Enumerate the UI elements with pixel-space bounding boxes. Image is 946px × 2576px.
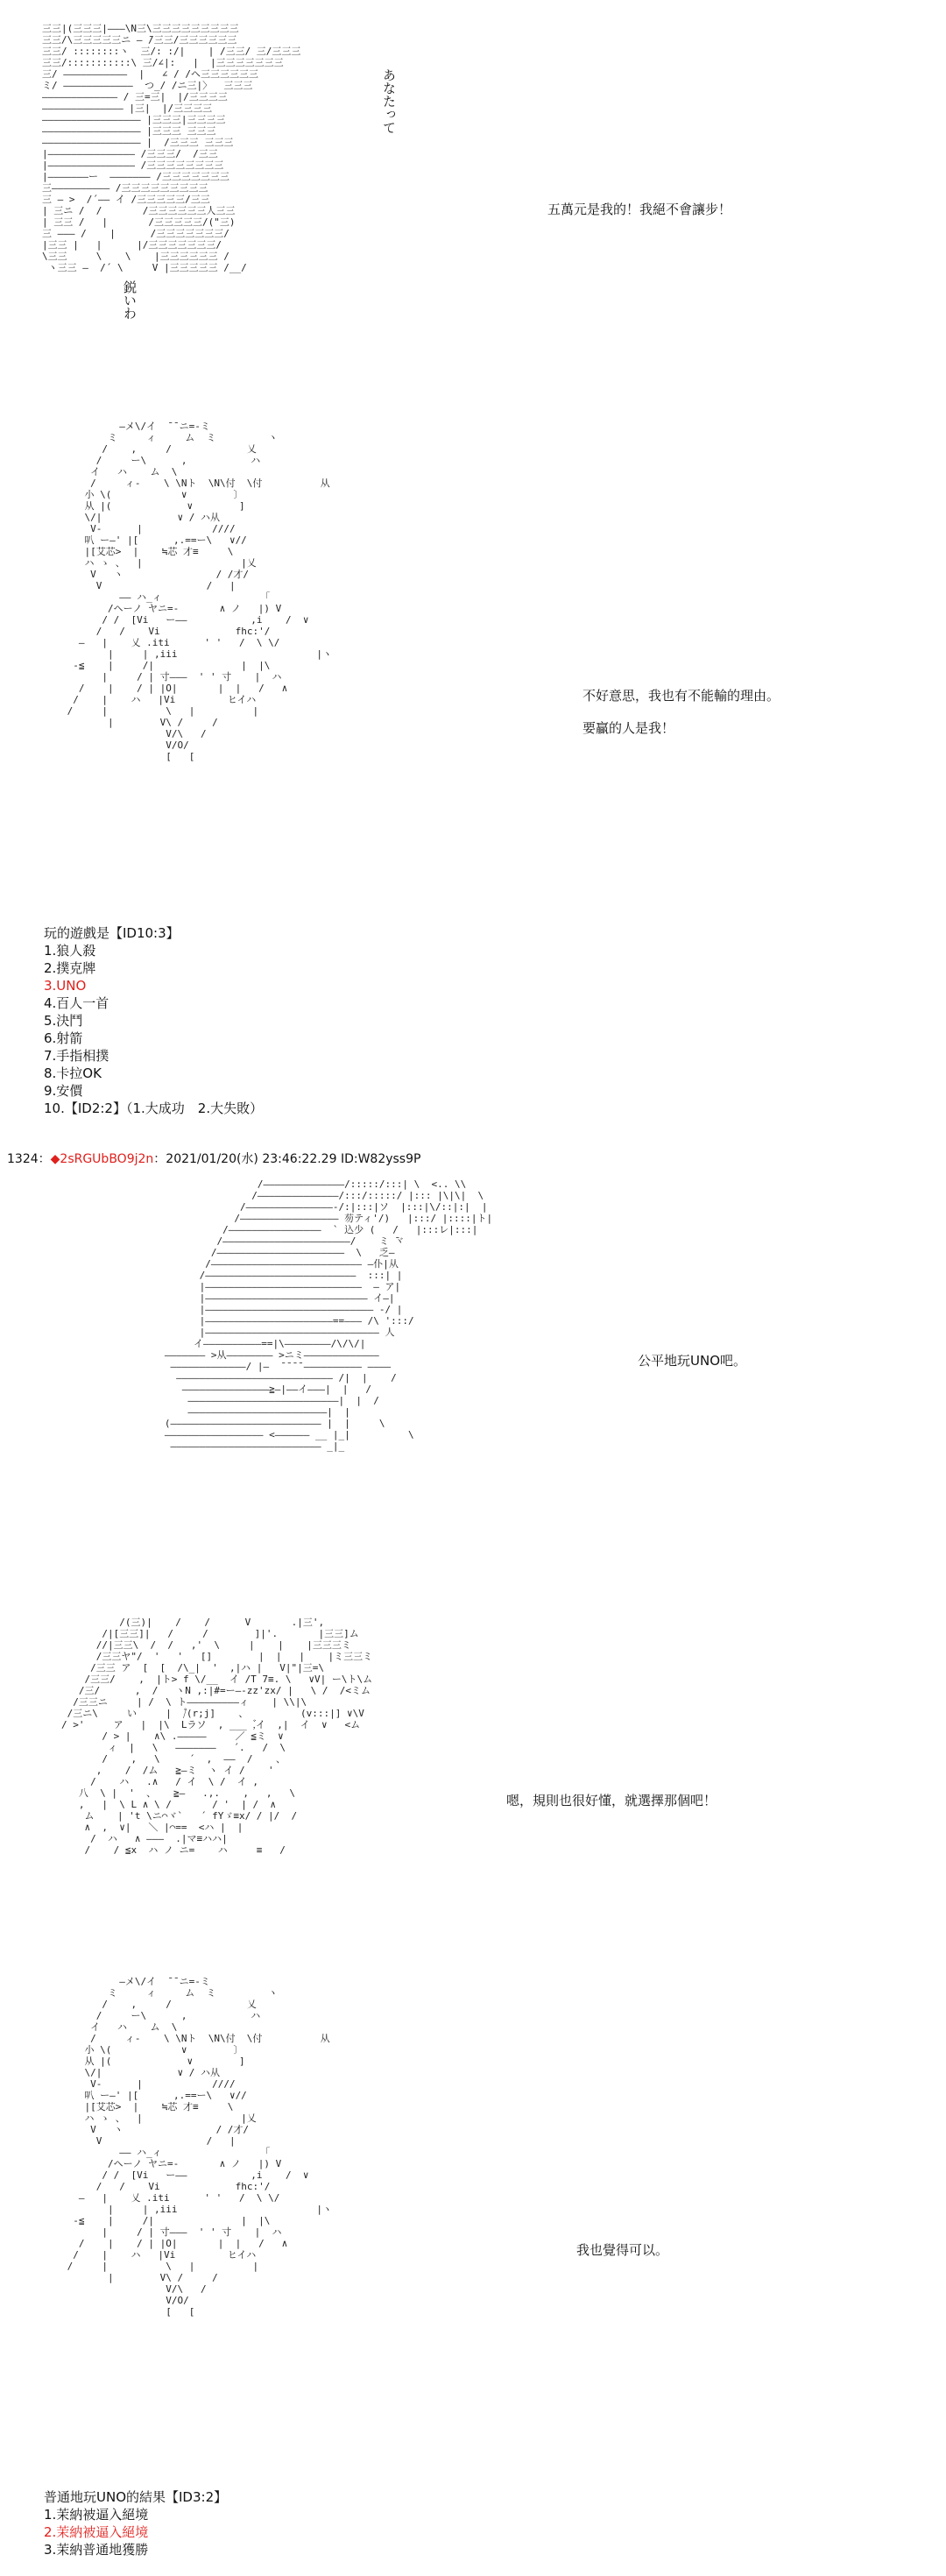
post-meta: ：2021/01/20(水) 23:46:22.29 ID:W82yss9P xyxy=(153,1152,421,1166)
result-list-item-selected: 2.茉納被逼入絕境 xyxy=(44,2524,149,2540)
result-list xyxy=(44,2488,227,2558)
game-list-item: 10.【ID2:2】（1.大成功 2.大失敗） xyxy=(44,1100,264,1116)
dialog-line-2: 不好意思，我也有不能輸的理由。 xyxy=(582,688,780,704)
game-list xyxy=(44,924,263,1117)
ascii-art-panel-4: /(三)| / / V .|三', /|[三三]| / / ]|'. |三三]ム //|三三\ / / ,' \ | | |三三三ミ /三三ヤ"/ ' ' [] | | | |ミ三三ミ /三三 ア [ [ /\_| ' ,|ハ | V|"|三=\ /三三/ , |ト> f \/__ イ /T 7≡. \ ∨V| ー\ト\ム /三/ , / ヽN ,:|#=ー―-zz'zx/ | \ / /<ミム /三三ニ | / \ ト―――――――――ィ | \\|\ /三ニ\ い | /゙(r;j] 、 (v:::|] ∨\V / >' ア | |\ Lラソ , ___ ,゙イ ,| イ ∨ <ム / > | ∧\ .――――― ／ ≦ミ ∨ ィ | \ ――――――― ´. / \ / , \ ´ , ―― / 、 , / /ム ≧―ミ ヽ イ / ' / ハ .∧ / イ \ / イ , 八 \ | ' 、 ≧― .,. , , \ , | \ L ∧ \ / / ' | / ∧ ム | 't \ニ⌒ヾ` ´ fYゞ≡x/ / |/ / ∧ , ∨| ＼ |⌒== <ハ | | / ハ ∧ ――― .|マ≡ハハ| / / ≦x ハ ノ ニ= ハ ≡ / xyxy=(61,1617,373,1856)
dialog-line-3: 要贏的人是我！ xyxy=(582,720,675,736)
result-list-title: 普通地玩UNO的結果【ID3:2】 xyxy=(44,2489,228,2505)
game-list-title: 玩的遊戲是【ID10:3】 xyxy=(44,925,180,941)
ascii-art-panel-5: ―メ\/イ ̄ ̄ ニ=-ミ ミ ィ ム ミ ヽ / , / 乂 / ー\ , ハ イ ハ ム \ / ィ- \ \Nト \N\付 \付 从 小 \( ∨ 〕 从 |( ∨ ] \/| ∨ / ハ从 V- | //// 叭 ー―' |[ ,.==ー\ ∨// |[艾芯> | ≒芯 才≡ \ ハ ゝ 、 | |乂 V ヽ / /才/ V / | ―― ハ_ィ 「 /ヘーノ ヤニ=- ∧ ノ |) V / / [Vi ー―― ,i / ∨ / / Vi fhc:'/ ― | 乂 .iti ' ' / \ \/ | | ,iii |ヽ -≦ | /| | |\ | / | 寸――― ' ' 寸 | ハ / | / | |O| | | / ∧ / | ハ |Vi ヒイハ / | \ | | | V\ / / V/\ / V/O/ [ [ xyxy=(67,1976,333,2318)
post-trip[interactable]: ◆2sRGUbBO9j2n xyxy=(50,1152,154,1166)
dialog-line-6: 我也覺得可以。 xyxy=(576,2242,669,2258)
side-small-text: 鋭いわ xyxy=(122,280,138,320)
game-list-item: 9.安價 xyxy=(44,1083,83,1099)
game-list-item: 6.射箭 xyxy=(44,1030,83,1046)
ascii-art-panel-2: ―メ\/イ ̄ ̄ ニ=-ミ ミ ィ ム ミ ヽ / , / 乂 / ー\ , ハ イ ハ ム \ / ィ- \ \Nト \N\付 \付 从 小 \( ∨ 〕 从 |( ∨ ] \/| ∨ / ハ从 V- | //// 叭 ー―' |[ ,.==ー\ ∨// |[艾芯> | ≒芯 才≡ \ ハ ゝ 、 | |乂 V ヽ / /才/ V / | ―― ハ_ィ 「 /ヘーノ ヤニ=- ∧ ノ |) V / / [Vi ー―― ,i / ∨ / / Vi fhc:'/ ― | 乂 .iti ' ' / \ \/ | | ,iii |ヽ -≦ | /| | |\ | / | 寸――― ' ' 寸 | ハ / | / | |O| | | / ∧ / | ハ |Vi ヒイハ / | \ | | | V\ / / V/\ / V/O/ [ [ xyxy=(67,421,333,762)
game-list-item: 2.撲克牌 xyxy=(44,960,96,976)
result-list-item: 3.茉納普通地獲勝 xyxy=(44,2542,149,2558)
game-list-item: 5.決鬥 xyxy=(44,1013,83,1029)
post-number: 1324： xyxy=(7,1152,51,1166)
game-list-item: 1.狼人殺 xyxy=(44,943,96,959)
result-list-item: 1.茉納被逼入絕境 xyxy=(44,2507,149,2523)
dialog-line-5: 嗯，規則也很好懂，就選擇那個吧！ xyxy=(506,1793,717,1808)
ascii-art-panel-1: 三三|(三三三|―――\N三\三三三三三三三三三 三三/\三三三三三ニ ― ̄/三三/三三三三三三 三三/ ::::::::ヽ 三/: :/| | /三三/ 三/三三三 三三/:::::::::::\ 三/∠|: | |三三三三三三三 三/ ――――――――――― | ∠ / /ヘ三三三三三三 ミ/ ―――――――――――― つ_/ /ニ三|〉 三三三 ――――――――――――― / 三=三| |/三三三三 ―――――――――――――― |三| |/三三三三 ――――――――――――――――― |三三三|三三三三 ――――――――――――――――― |三三三 三三三 ――――――――――――――――― | /三三三 三三三 |――――――――――――――― /三三三/ /三三 |――――――――――――――― /三三三三三三三三 |―――――――ー ――――――― /三三三三三三三 三―――――――――― /三三三三三三三三三 三 ― > /´―― イ /三三三三三/三三 | 三ニ / / /三三三三三三人三三 | 三三 / | /三三三三三/("三) 三 ――― / | /三三三三三三三/ |三三 | | |/三三三三三三三/ \三三 \ \ |三三三三三三 / ヽ三三 ― /´ \ V |三三三三三 /__/ xyxy=(42,23,301,273)
speech-bubble-text: あなたって xyxy=(381,68,397,134)
game-list-item-selected: 3.UNO xyxy=(44,978,87,994)
game-list-item: 8.卡拉OK xyxy=(44,1065,102,1081)
dialog-line-4: 公平地玩UNO吧。 xyxy=(638,1353,747,1369)
game-list-item: 4.百人一首 xyxy=(44,995,109,1011)
game-list-item: 7.手指相撲 xyxy=(44,1048,109,1064)
dialog-line-1: 五萬元是我的！我絕不會讓步！ xyxy=(547,202,732,217)
post-header xyxy=(7,1150,420,1167)
ascii-art-panel-3: /――――――――――――――/:::::/:::| \ <.. \\ /――――――――――――――/:::/:::::/ |::: |\|\| \ /―――――――――――――――-/:|:::|ソ |:::|\/::|:| | /――――――――――――――――― 芴ティ'/) |:::/ |::::|ト| /―――――――――――――――― ` 込少 ( / |:::レ|:::| /――――――――――――――――――――――/ ミ ̄ヾ /―――――――――――――――――――――― \ 乏― /―――――――――――――――――――――――――― ―仆|从 /―――――――――――――――――――――――――― :::| | |――――――――――――――――――――――――――― ― ア| |―――――――――――――――――――――――――――― イ―| |――――――――――――――――――――――――――――― -/ | |――――――――――――――――――――――==――― /\ ':::/ |―――――――――――――――――――――――――――――― 人 イ――――――――――==|\――――――――/\/\/| ――――――― >从―――――――― >ニミ――――――――――――― ―――――――――――――/ |― ̄ ̄ ̄ ̄ ―――――――――― ―――― ――――――――――――――――――――――――――― /| | / ―――――――――――――――≧―|――イ―――| | / ――――――――――――――――――――――――――| | / ――――――――――――――――――――――――| | (―――――――――――――――――――――――――― | | \ ――――――――――――――――― <―――――― __ |_| \ ―――――――――――――――――――――――――― _|_ xyxy=(164,1178,493,1452)
